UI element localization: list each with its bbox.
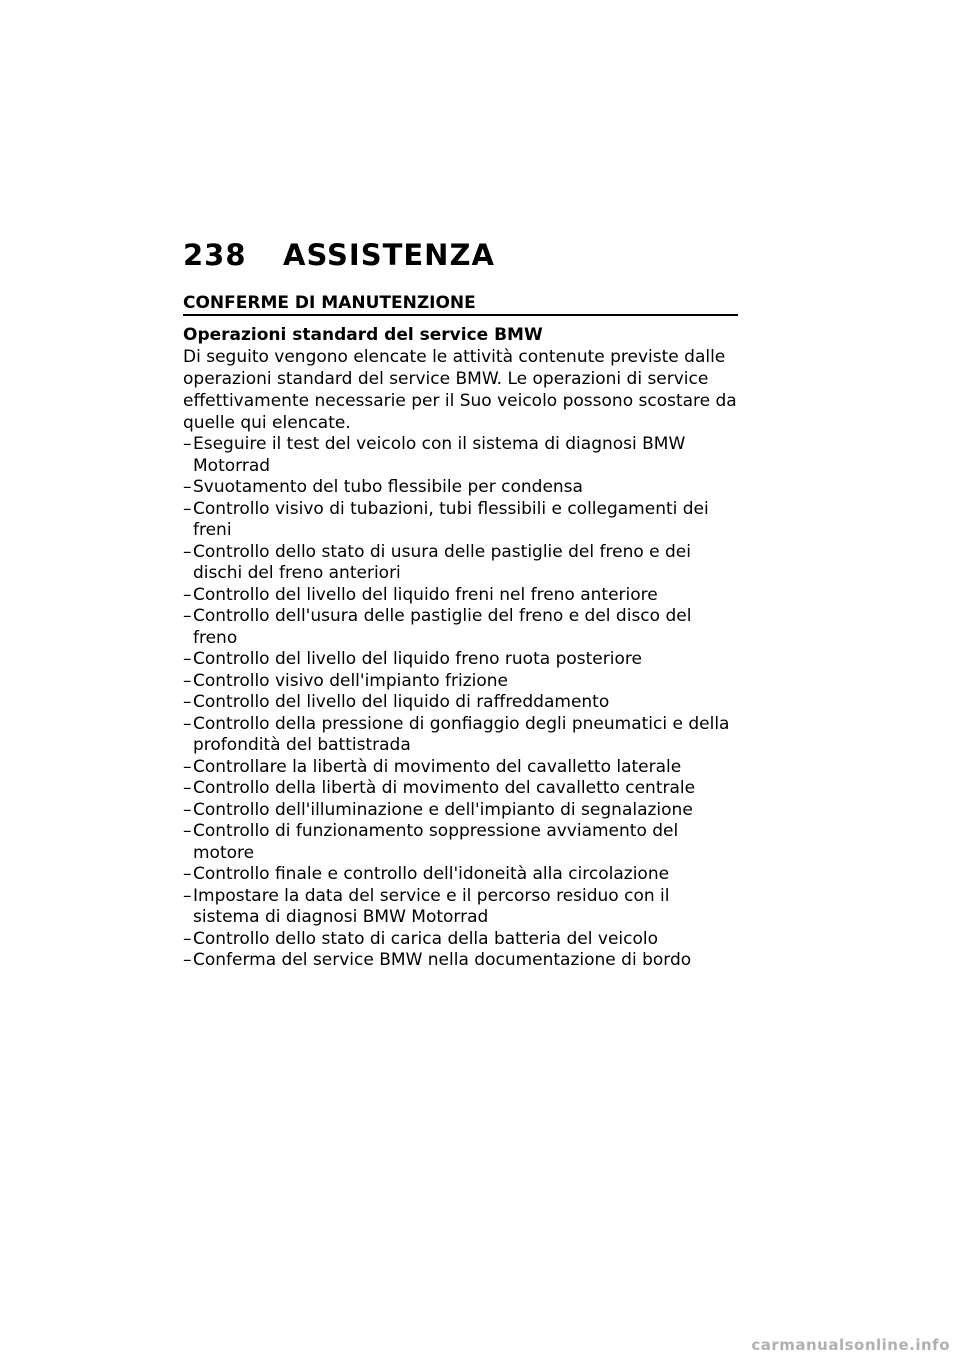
list-item (183, 800, 738, 822)
dash-bullet: – (183, 434, 192, 454)
dash-bullet: – (183, 928, 192, 949)
dash-bullet: – (183, 950, 192, 970)
page-header (183, 238, 738, 284)
list-item-text: Controllo del livello del liquido freno ruota posteriore (193, 649, 642, 669)
dash-bullet: – (183, 584, 192, 605)
list-item (183, 671, 738, 693)
dash-bullet: – (183, 713, 192, 734)
section-divider (183, 314, 738, 316)
list-item-text: Controllo finale e controllo dell'idoneità alla circolazione (193, 864, 670, 884)
list-item-text: Controllo di funzionamento soppressione avviamento del motore (193, 821, 679, 863)
list-item (183, 606, 738, 649)
dash-bullet: – (183, 670, 192, 691)
dash-bullet: – (183, 864, 192, 884)
list-item-text: Controllo della libertà di movimento del cavalletto centrale (193, 778, 696, 798)
dash-bullet: – (183, 498, 192, 519)
dash-bullet: – (183, 885, 192, 906)
list-item-text: Impostare la data del service e il percorso residuo con il sistema di diagnosi BMW Motorrad (193, 885, 670, 927)
intro-paragraph: Di seguito vengono elencate le attività contenute previste dalle operazioni standard del service BMW. Le operazioni di service effettivamente necessarie per il Suo veicolo possono scostare da quelle qui elencate. (183, 347, 737, 433)
list-item (183, 477, 738, 499)
dash-bullet: – (183, 756, 192, 777)
list-item-text: Eseguire il test del veicolo con il sistema di diagnosi BMW Motorrad (193, 434, 686, 476)
list-item (183, 585, 738, 607)
section-title: CONFERME DI MANUTENZIONE (183, 293, 476, 313)
list-item-text: Controllo visivo dell'impianto frizione (193, 670, 509, 691)
list-item (183, 649, 738, 671)
list-item (183, 714, 738, 757)
list-item-text: Controllo dello stato di usura delle pastiglie del freno e dei dischi del freno anteriori (193, 541, 691, 583)
list-item-text: Conferma del service BMW nella documentazione di bordo (193, 950, 692, 970)
dash-bullet: – (183, 778, 192, 798)
list-item-text: Controllo dell'illuminazione e dell'impianto di segnalazione (193, 799, 693, 820)
list-item-text: Controllo del livello del liquido di raffreddamento (193, 692, 610, 712)
list-item-text: Controllo del livello del liquido freni nel freno anteriore (193, 584, 658, 605)
maintenance-list (183, 434, 738, 972)
dash-bullet: – (183, 799, 192, 820)
list-item-text: Controllare la libertà di movimento del cavalletto laterale (193, 756, 682, 777)
list-item (183, 886, 738, 929)
list-item (183, 929, 738, 951)
dash-bullet: – (183, 692, 192, 712)
page-number: 238 (183, 238, 247, 272)
list-item (183, 864, 738, 886)
list-item (183, 757, 738, 779)
watermark: carmanualsonline.info (751, 1336, 950, 1354)
dash-bullet: – (183, 606, 192, 626)
dash-bullet: – (183, 649, 192, 669)
dash-bullet: – (183, 821, 192, 841)
list-item (183, 778, 738, 800)
list-item (183, 692, 738, 714)
manual-page (183, 238, 738, 972)
dash-bullet: – (183, 541, 192, 562)
dash-bullet: – (183, 477, 192, 497)
list-item (183, 434, 738, 477)
list-item (183, 821, 738, 864)
list-item (183, 950, 738, 972)
list-item-text: Svuotamento del tubo flessibile per condensa (193, 477, 583, 497)
list-item (183, 542, 738, 585)
list-item-text: Controllo visivo di tubazioni, tubi flessibili e collegamenti dei freni (193, 498, 709, 540)
list-item (183, 499, 738, 542)
list-item-text: Controllo dello stato di carica della batteria del veicolo (193, 928, 658, 949)
list-item-text: Controllo della pressione di gonfiaggio degli pneumatici e della profondità del battistrada (193, 713, 730, 755)
list-item-text: Controllo dell'usura delle pastiglie del freno e del disco del freno (193, 606, 692, 648)
chapter-title: ASSISTENZA (283, 238, 495, 272)
subsection-title: Operazioni standard del service BMW (183, 325, 543, 345)
